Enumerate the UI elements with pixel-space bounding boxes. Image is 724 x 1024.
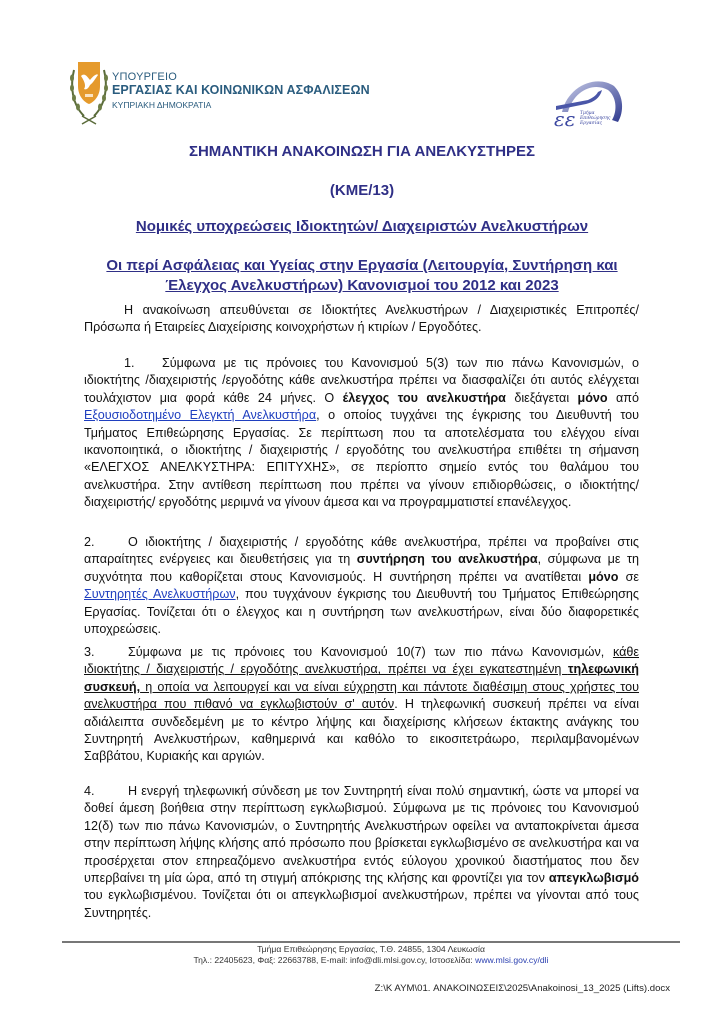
intro-text: Η ανακοίνωση απευθύνεται σε Ιδιοκτήτες Ανελκυστήρων / Διαχειριστικές Επιτροπές/ Πρόσωπα ή Εταιρείες Διαχείρισης κοινοχρήστων ή κτιρίων / Εργοδότες.: [84, 303, 639, 335]
footer-contact-line: Τηλ.: 22405623, Φαξ: 22663788, E-mail: info@dli.mlsi.gov.cy, Ιστοσελίδα: www.mlsi.gov.cy/dli: [193, 955, 549, 965]
footer-divider: [62, 941, 680, 943]
regulation-title: [0, 256, 724, 296]
department-labour-inspection-logo-icon: [548, 72, 626, 130]
svg-text:Εργασίας: Εργασίας: [580, 121, 603, 126]
ministry-country: ΚΥΠΡΙΑΚΗ ΔΗΜΟΚΡΑΤΙΑ: [112, 100, 212, 110]
section-number: 2.: [84, 535, 95, 549]
intro-paragraph: [84, 302, 639, 337]
emphasis-text: μόνο: [577, 390, 608, 405]
section-number: 1.: [124, 356, 135, 370]
ministry-name-line1: ΥΠΟΥΡΓΕΙΟ: [112, 71, 177, 83]
file-path: Z:\K AYM\01. ΑΝΑΚΟΙΝΩΣΕΙΣ\2025\Anakoinosi_13_2025 (Lifts).docx: [374, 983, 670, 994]
underlined-text: κάθε ιδιοκτήτης / διαχειριστής / εργοδότης ανελκυστήρα, πρέπει να έχει εγκατεστημένη: [84, 645, 639, 677]
emphasis-text: τηλεφωνική συσκευή,: [84, 662, 639, 694]
section-number: 4.: [84, 784, 95, 798]
svg-text:Τμήμα: Τμήμα: [580, 111, 595, 116]
underlined-text: η οποία να λειτουργεί και να είναι εύχρηστη και πάντοτε διαθέσιμη στους χρήστες του ανελκυστήρα που πιθανό να εγκλωβιστούν σ' αυτόν: [84, 679, 639, 712]
svg-text:εε: εε: [554, 107, 576, 130]
emphasis-text: μόνο: [588, 569, 619, 584]
cyprus-coat-of-arms-icon: [68, 56, 110, 126]
emphasis-text: συντήρηση του ανελκυστήρα: [356, 552, 538, 567]
section-number: 3.: [84, 645, 95, 659]
website-link[interactable]: www.mlsi.gov.cy/dli: [475, 955, 549, 965]
svg-text:Επιθεώρησης: Επιθεώρησης: [580, 116, 611, 121]
section-1: 1. Σύμφωνα με τις πρόνοιες του Κανονισμού 5(3) των πιο πάνω Κανονισμών, ο ιδιοκτήτης /διαχειριστής /εργοδότης κάθε ανελκυστήρα πρέπει να διασφαλίζει ότι αυτός ελέγχεται τουλάχιστον μια φορά κάθε 24 μήνες. Ο έλεγχος του ανελκυστήρα διεξάγεται μόνο από Εξουσιοδοτημένο Ελεγκτή Ανελκυστήρα, ο οποίος τυγχάνει της έγκρισης του Διευθυντή του Τμήματος Επιθεώρησης Εργασίας. Σε περίπτωση που τα αποτελέσματα του ελέγχου είναι ικανοποιητικά, ο ιδιοκτήτης / διαχειριστής / εργοδότης του ανελκυστήρα επιθέτει τη σήμανση «ΕΛΕΓΧΟΣ ΑΝΕΛΚΥΣΤΗΡΑ: ΕΠΙΤΥΧΗΣ», σε περίοπτο σημείο εντός του θαλάμου του ανελκυστήρα. Στην αντίθεση περίπτωση που πρέπει να γίνουν επιδιορθώσεις, ο ιδιοκτήτης/ διαχειριστής/ εργοδότης μεριμνά να γίνουν άμεσα και να προγραμματιστεί επανέλεγχος.: [84, 356, 640, 510]
section-2: 2. Ο ιδιοκτήτης / διαχειριστής / εργοδότης κάθε ανελκυστήρα, πρέπει να προβαίνει στις απαραίτητες ενέργειες και διευθετήσεις για τη συντήρηση του ανελκυστήρα, σύμφωνα με τη συχνότητα που καθορίζεται στους Κανονισμούς. Η συντήρηση πρέπει να ανατίθεται μόνο σε Συντηρητές Ανελκυστήρων, που τυγχάνουν έγκρισης του Διευθυντή του Τμήματος Επιθεώρησης Εργασίας. Τονίζεται ότι ο έλεγχος και η συντήρηση των ανελκυστήρων, είναι δύο διαφορετικές υποχρεώσεις.: [84, 535, 639, 637]
announcement-title: ΣΗΜΑΝΤΙΚΗ ΑΝΑΚΟΙΝΩΣΗ ΓΙΑ ΑΝΕΛΚΥΣΤΗΡΕΣ: [188, 143, 536, 160]
emphasis-text: απεγκλωβισμό: [548, 871, 639, 886]
ministry-header: [68, 56, 428, 126]
footer-address: Τμήμα Επιθεώρησης Εργασίας, Τ.Θ. 24855, 1304 Λευκωσία: [257, 944, 485, 954]
announcement-subtitle: Νομικές υποχρεώσεις Ιδιοκτητών/ Διαχειριστών Ανελκυστήρων: [135, 218, 589, 235]
regulation-title-line1: Οι περί Ασφάλειας και Υγείας στην Εργασία (Λειτουργία, Συντήρηση και: [106, 257, 618, 274]
emphasis-text: έλεγχος του ανελκυστήρα: [342, 390, 506, 405]
authorized-inspector-link[interactable]: Εξουσιοδοτημένο Ελεγκτή Ανελκυστήρα: [84, 408, 317, 423]
announcement-code: (ΚΜΕ/13): [329, 182, 395, 199]
regulation-title-line2: Έλεγχος Ανελκυστήρων) Κανονισμοί του 2012 και 2023: [165, 277, 559, 294]
section-4: 4. Η ενεργή τηλεφωνική σύνδεση με τον Συντηρητή είναι πολύ σημαντική, ώστε να μπορεί να δοθεί άμεση βοήθεια στην περίπτωση εγκλωβισμού. Σύμφωνα με τις πρόνοιες του Κανονισμού 12(δ) των πιο πάνω Κανονισμών, ο Συντηρητής Ανελκυστήρων οφείλει να ανταποκρίνεται άμεσα στην περίπτωση λήψης κλήσης από πρόσωπο που βρίσκεται εγκλωβισμένο σε ανελκυστήρα και να προσέρχεται στον επηρεαζόμενο ανελκυστήρα εντός εύλογου χρονικού διαστήματος που δεν υπερβαίνει τη μία ώρα, από τη στιγμή απόκρισης της κλήσης και φροντίζει για τον απεγκλωβισμό του εγκλωβισμένου. Τονίζεται ότι οι απεγκλωβισμοί ανελκυστήρων, πρέπει να γίνονται από τους Συντηρητές.: [84, 784, 639, 920]
ministry-name-line2: ΕΡΓΑΣΙΑΣ ΚΑΙ ΚΟΙΝΩΝΙΚΩΝ ΑΣΦΑΛΙΣΕΩΝ: [112, 83, 370, 97]
lift-maintainers-link[interactable]: Συντηρητές Ανελκυστήρων: [84, 587, 236, 602]
section-3: 3. Σύμφωνα με τις πρόνοιες του Κανονισμού 10(7) των πιο πάνω Κανονισμών, κάθε ιδιοκτήτης / διαχειριστής / εργοδότης ανελκυστήρα, πρέπει να έχει εγκατεστημένη τηλεφωνική συσκευή, η οποία να λειτουργεί και να είναι εύχρηστη και πάντοτε διαθέσιμη στους χρήστες του ανελκυστήρα που πιθανό να εγκλωβιστούν σ' αυτόν. Η τηλεφωνική συσκευή πρέπει να είναι αδιάλειπτα συνδεδεμένη με το κέντρο λήψης και διαχείρισης κλήσεων έκτακτης ανάγκης του Συντηρητή Ανελκυστήρων, καθημερινά και καθόλο το εικοσιτετράωρο, περιλαμβανομένων Σαββάτου, Κυριακής και αργιών.: [84, 645, 639, 764]
footer-contact: [62, 944, 680, 966]
